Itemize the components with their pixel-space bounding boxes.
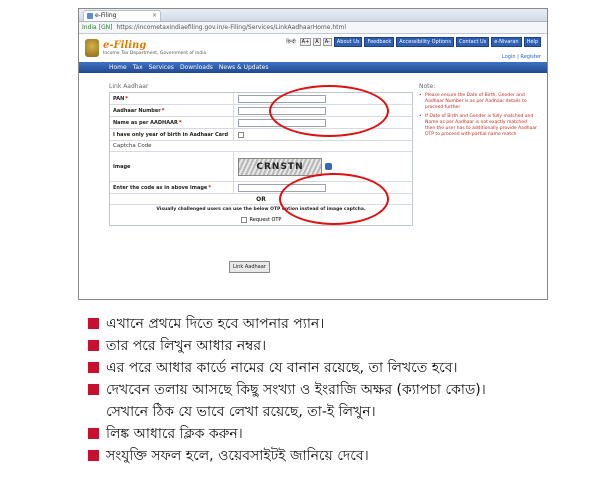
yob-checkbox[interactable]: [238, 132, 244, 138]
e-nivaran-button[interactable]: e-Nivaran: [491, 37, 521, 47]
captcha-input-label: Enter the code as in above image *: [110, 182, 234, 193]
login-register-link[interactable]: Login | Register: [502, 54, 541, 60]
header-actions: [286, 37, 541, 47]
page-content: [79, 73, 547, 288]
favicon-icon: [87, 13, 93, 19]
site-logo: e-Filing: [103, 40, 147, 51]
bullet-square-icon: [88, 362, 99, 373]
highlight-ellipse-captcha: [279, 173, 389, 225]
bullet-square-icon: [88, 450, 99, 461]
browser-tab[interactable]: [83, 10, 161, 21]
font-size-normal[interactable]: A: [315, 39, 319, 45]
address-bar[interactable]: [79, 22, 547, 34]
captcha-heading: Captcha Code: [110, 141, 412, 152]
note-item: • If Date of Birth and Gender is fully matched and Name as per Aadhaar is not exactly matched then the user has to additionally provide Aadhaar OTP to proceed with partial name match: [419, 114, 537, 138]
pan-label: PAN *: [110, 93, 234, 104]
notes-panel: [419, 83, 537, 141]
request-otp-checkbox[interactable]: [241, 217, 247, 223]
link-aadhaar-button[interactable]: Link Aadhaar: [229, 261, 270, 273]
bullet-square-icon: [88, 428, 99, 439]
bullet-square-icon: [88, 384, 99, 395]
font-size-minus[interactable]: A-: [324, 39, 330, 45]
aadhaar-label: Aadhaar Number *: [110, 105, 234, 116]
help-button[interactable]: Help: [524, 37, 541, 47]
nav-downloads[interactable]: Downloads: [179, 64, 213, 71]
tab-close-icon[interactable]: ×: [151, 12, 157, 19]
bullet-square-icon: [88, 318, 99, 329]
about-us-button[interactable]: About Us: [334, 37, 363, 47]
step-item: লিঙ্ক আধারে ক্লিক করুন।: [88, 423, 588, 445]
font-size-plus[interactable]: A+: [301, 39, 310, 45]
notes-heading: Note:: [419, 83, 436, 90]
emblem-icon: [85, 39, 99, 57]
step-item: এখানে প্রথমে দিতে হবে আপনার প্যান।: [88, 313, 588, 335]
accessibility-button[interactable]: Accessibility Options: [396, 37, 454, 47]
contact-us-button[interactable]: Contact Us: [456, 37, 489, 47]
step-item: সংযুক্তি সফল হলে, ওয়েবসাইটই জানিয়ে দেবে।: [88, 445, 588, 467]
highlight-ellipse-fields: [269, 85, 389, 137]
yob-label: I have only year of birth in Aadhaar Card: [110, 129, 234, 140]
feedback-button[interactable]: Feedback: [364, 37, 394, 47]
refresh-captcha-icon[interactable]: [325, 163, 332, 170]
image-label: Image: [110, 152, 234, 181]
site-header: [79, 34, 547, 62]
nav-services[interactable]: Services: [148, 64, 174, 71]
nav-home[interactable]: Home: [109, 64, 127, 71]
step-item: তার পরে লিখুন আধার নম্বর।: [88, 335, 588, 357]
language-link[interactable]: हिन्दी: [286, 39, 296, 45]
or-divider: OR: [110, 194, 412, 205]
form-legend: Link Aadhaar: [109, 83, 149, 90]
step-item: দেখবেন তলায় আসছে কিছু সংখ্যা ও ইংরাজি অক্ষর (ক্যাপচা কোড)।: [88, 379, 588, 401]
visually-challenged-note: Visually challenged users can use the below OTP option instead of image captcha.: [156, 207, 366, 212]
secure-indicator: India [GN]: [82, 24, 113, 31]
browser-tabbar: [79, 9, 547, 22]
instruction-steps: [88, 313, 588, 467]
bullet-square-icon: [88, 340, 99, 351]
dept-name: Income Tax Department, Government of India: [103, 51, 207, 56]
screenshot-panel: [78, 8, 548, 300]
nav-tax[interactable]: Tax: [132, 64, 143, 71]
note-item: • Please ensure the Date of Birth, Gender and Aadhaar Number is as per Aadhaar details to proceed further: [419, 93, 537, 111]
url-text[interactable]: https://incometaxindiaefiling.gov.in/e-Filing/Services/LinkAadhaarHome.html: [116, 24, 347, 31]
step-item-continued: সেখানে ঠিক যে ভাবে লেখা রয়েছে, তা-ই লিখুন।: [106, 404, 376, 420]
main-nav: [79, 62, 547, 73]
captcha-image: CRNSTN: [238, 158, 322, 176]
step-item: এর পরে আধার কার্ডে নামের যে বানান রয়েছে, তা লিখতে হবে।: [88, 357, 588, 379]
name-label: Name as per AADHAAR *: [110, 117, 234, 128]
request-otp-label: Request OTP: [249, 217, 282, 223]
tab-title: e-Filing: [95, 12, 117, 19]
brand[interactable]: [103, 40, 206, 56]
nav-news[interactable]: News & Updates: [218, 64, 269, 71]
